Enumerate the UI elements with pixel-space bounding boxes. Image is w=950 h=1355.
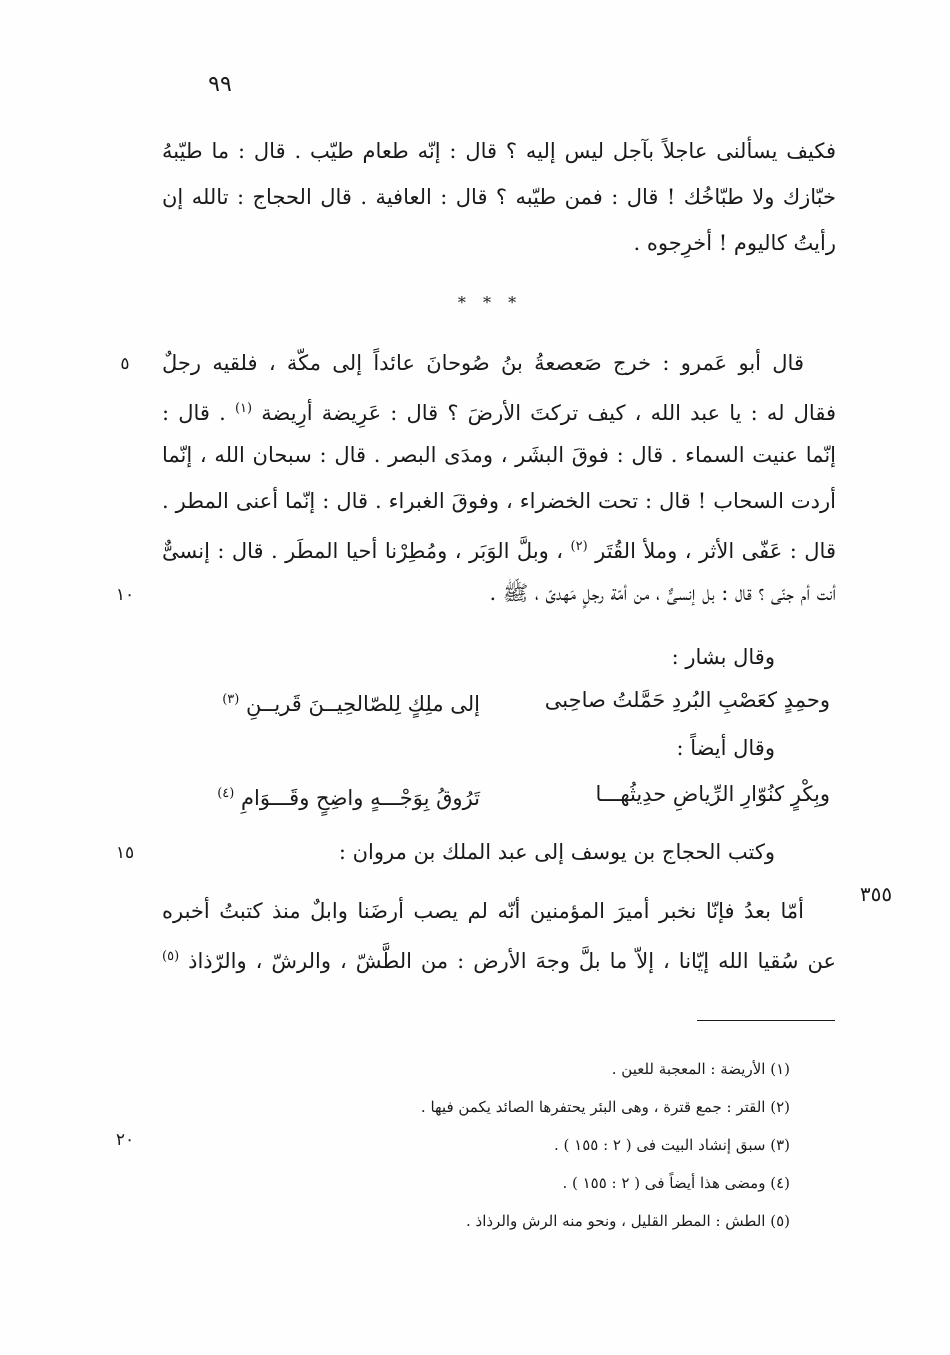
paragraph-2 (162, 340, 836, 616)
verse-2 (180, 772, 830, 816)
footnote-mark: (٢) (570, 539, 588, 554)
text-line: أمّا بعدُ فإنّا نخبر أميرَ المؤمنين أنّه لم يصب أرضَنا وابلٌ منذ كتبتُ أخبره (162, 899, 804, 923)
footnote: (٢) القتر : جمع قترة ، وهى البئر يحتفرها الصائد يكمن فيها . (420, 1098, 790, 1116)
page-number: ٩٩ (208, 72, 232, 97)
verse-text: تَرُوقُ بِوَجْـــهٍ واضِحٍ وقَـــوَامِ (241, 786, 480, 810)
text-line: فكيف يسألنى عاجلاً بآجل ليس إليه ؟ قال : إنّه طعام طيّب . قال : ما طيّبهُ (162, 139, 836, 163)
text-line (162, 524, 836, 570)
footnote-mark: (١) (234, 401, 253, 416)
also-intro: وقال أيضاً : (676, 736, 775, 760)
text-line (162, 934, 836, 980)
text-segment: ، وبلَّ الوَبَر ، ومُطِرْنا أحيا المطَر . قال : إنسىٌّ (162, 539, 564, 563)
footnote-mark: (٤) (217, 786, 235, 801)
text-line: إنّما عنيت السماء . قال : فوقَ البشَر ، ومدَى البصر . قال : سبحان الله ، إنّما (162, 443, 836, 467)
footnote-mark: (٥) (162, 949, 180, 964)
line-number: ٢٠ (115, 1130, 135, 1150)
text-segment: عن سُقيا الله إيّانا ، إلاّ ما بلَّ وجهَ الأرض : من الطَّشّ ، والرشّ ، والرّذاذ (188, 949, 836, 973)
footnote: (١) الأريضة : المعجبة للعين . (611, 1060, 790, 1078)
footnote: (٥) الطش : المطر القليل ، ونحو منه الرش والرذاذ . (465, 1212, 790, 1230)
text-line: رأيتُ كاليوم ! أخرِجوه . (633, 231, 836, 255)
verse-hemistich: وحمِدٍ كعَصْبِ البُردِ حَمَّلتُ صاحِبى (544, 688, 830, 712)
line-number: ١٥ (115, 843, 135, 863)
line-number: ١٠ (115, 585, 135, 605)
text-segment: فقال له : يا عبد الله ، كيف تركتَ الأرضَ ؟ قال : عَرِيضة أرِيضة (261, 401, 836, 425)
bashar-intro: وقال بشار : (671, 645, 775, 669)
verse-hemistich (222, 678, 480, 726)
text-line: خبّازك ولا طبّاخُك ! قال : فمن طيّبه ؟ قال : العافية . قال الحجاج : تالله إن (162, 185, 836, 209)
text-line: أنت أم جنّى ؟ قال : بل إنسىٌّ ، من أمّة رجلٍ مَهدىّ ، ﷺ . (489, 581, 836, 605)
paragraph-3 (162, 888, 836, 980)
line-number: ٥ (120, 354, 130, 374)
text-segment: . قال : (162, 401, 226, 425)
text-line: أردت السحاب ! قال : تحت الخضراء ، وفوقَ الغبراء . قال : إنّما أعنى المطر . (162, 489, 836, 513)
footnote-mark: (٣) (222, 692, 240, 707)
verse-hemistich: وبِكْرٍ كنُوّارِ الرِّياضِ حدِيثُهـــا (595, 782, 830, 806)
section-separator: * * * (457, 293, 523, 312)
footnotes (421, 1050, 790, 1240)
text-line: قال أبو عَمرو : خرج صَعصعةُ بنُ صُوحانَ عائداً إلى مكّة ، فلقيه رجلٌ (162, 351, 804, 375)
paragraph-1 (162, 128, 836, 266)
verse-text: إلى ملِكٍ لِلصّالحِيــنَ قَريــنِ (246, 692, 480, 716)
text-line (162, 386, 836, 432)
verse-1 (180, 678, 830, 722)
letter-intro: وكتب الحجاج بن يوسف إلى عبد الملك بن مروان : (338, 840, 775, 864)
margin-page-reference: ٣٥٥ (859, 882, 893, 906)
footnote-divider (697, 1020, 835, 1021)
footnote: (٤) ومضى هذا أيضاً فى ( ٢ : ١٥٥ ) . (562, 1174, 790, 1192)
verse-hemistich (217, 772, 480, 820)
footnote: (٣) سبق إنشاد البيت فى ( ٢ : ١٥٥ ) . (554, 1136, 790, 1154)
text-segment: قال : عَفّى الأثر ، وملأ القُتَر (595, 539, 836, 563)
